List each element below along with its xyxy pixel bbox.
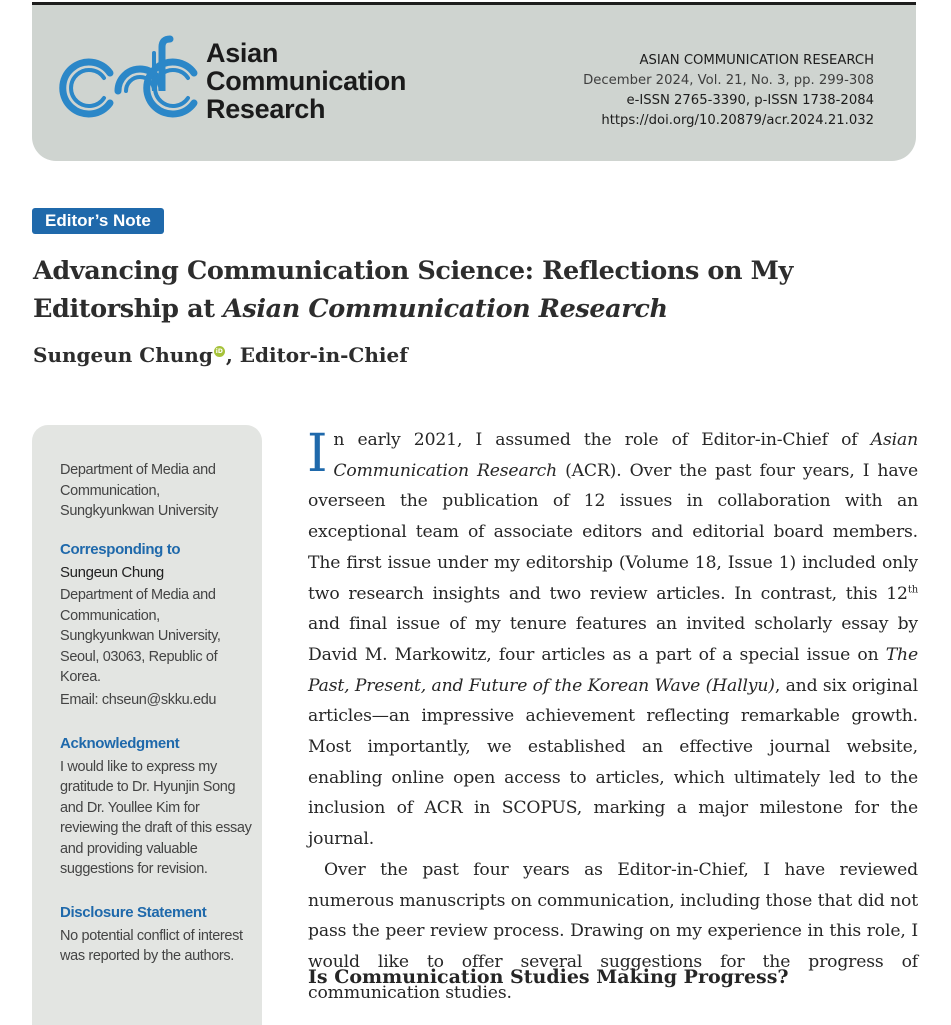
logo-line-1: Asian: [206, 38, 279, 68]
article-title: [33, 252, 923, 328]
p1-text-a: n early 2021, I assumed the role of Editor-in-Chief of: [333, 430, 871, 450]
logo-line-3: Research: [206, 94, 326, 124]
sidebar-disclosure: [60, 903, 256, 967]
article-type-badge: Editor’s Note: [32, 208, 164, 234]
issue-info: December 2024, Vol. 21, No. 3, pp. 299-308: [583, 73, 874, 88]
p1-text-d: and final issue of my tenure features an invited scholarly essay by David M. Markowitz, four articles as a part of a special issue on: [308, 614, 918, 665]
acr-logo-icon: [58, 33, 200, 129]
article-body: [308, 425, 918, 1008]
journal-name: ASIAN COMMUNICATION RESEARCH: [639, 53, 874, 68]
paragraph-1: [308, 425, 918, 855]
disclosure-text: No potential conflict of interest was reported by the authors.: [60, 927, 243, 964]
title-italic: Asian Communication Research: [223, 294, 668, 324]
logo-line-2: Communication: [206, 66, 407, 96]
journal-meta: [583, 51, 874, 131]
issn: e-ISSN 2765-3390, p-ISSN 1738-2084: [626, 93, 874, 108]
sidebar-acknowledgment: [60, 734, 256, 880]
author-line: [33, 343, 408, 367]
corresponding-heading: Corresponding to: [60, 541, 181, 558]
drop-cap: I: [307, 424, 328, 484]
sidebar-affiliation: Department of Media and Communication, Sungkyunkwan University: [60, 462, 218, 519]
p1-text-f: , and six original articles—an impressive achievement reflecting remarkable growth. Most importantly, we established an effective journal website, enabling online open access to articles, which ultimately led to the inclusion of ACR in SCOPUS, marking a major milestone for the journal.: [308, 675, 918, 850]
orcid-icon[interactable]: iD: [215, 348, 223, 355]
p1-superscript: th: [907, 583, 918, 595]
journal-header: [32, 5, 916, 161]
acknowledgment-text: I would like to express my gratitude to Dr. Hyunjin Song and Dr. Youllee Kim for reviewing the draft of this essay and providing valuable suggestions for revision.: [60, 758, 252, 877]
logo-wordmark: [206, 39, 406, 123]
sidebar-corresponding: [60, 540, 256, 710]
acknowledgment-heading: Acknowledgment: [60, 735, 180, 752]
corresponding-name: Sungeun Chung: [60, 563, 164, 581]
title-main: Advancing Communication Science: Reflections on My Editorship at: [33, 256, 793, 324]
paragraph-2: Over the past four years as Editor-in-Chief, I have reviewed numerous manuscripts on communication, including those that did not pass the peer review process. Drawing on my experience in this role, I would like to offer several suggestions for the progress of communication studies.: [308, 859, 918, 1003]
p1-special-issue-italic: The Past, Present, and Future of the Korean Wave (Hallyu): [308, 644, 918, 696]
disclosure-heading: Disclosure Statement: [60, 904, 207, 921]
author-name: Sungeun Chung: [33, 343, 213, 367]
corresponding-email[interactable]: Email: chseun@skku.edu: [60, 691, 217, 708]
corresponding-address: Department of Media and Communication, Sungkyunkwan University, Seoul, 03063, Republic of Korea.: [60, 587, 221, 685]
p1-text-c: (ACR). Over the past four years, I have overseen the publication of 12 issues in collaboration with an exceptional team of associate editors and editorial board members. The first issue under my editorship (Volume 18, Issue 1) included only two research insights and two review articles. In contrast, this 12: [308, 460, 918, 604]
doi-link[interactable]: https://doi.org/10.20879/acr.2024.21.032: [601, 113, 874, 128]
section-heading: Is Communication Studies Making Progress?: [308, 966, 789, 988]
p1-journal-italic: Asian Communication Research: [333, 430, 918, 481]
author-role: , Editor-in-Chief: [225, 343, 408, 367]
